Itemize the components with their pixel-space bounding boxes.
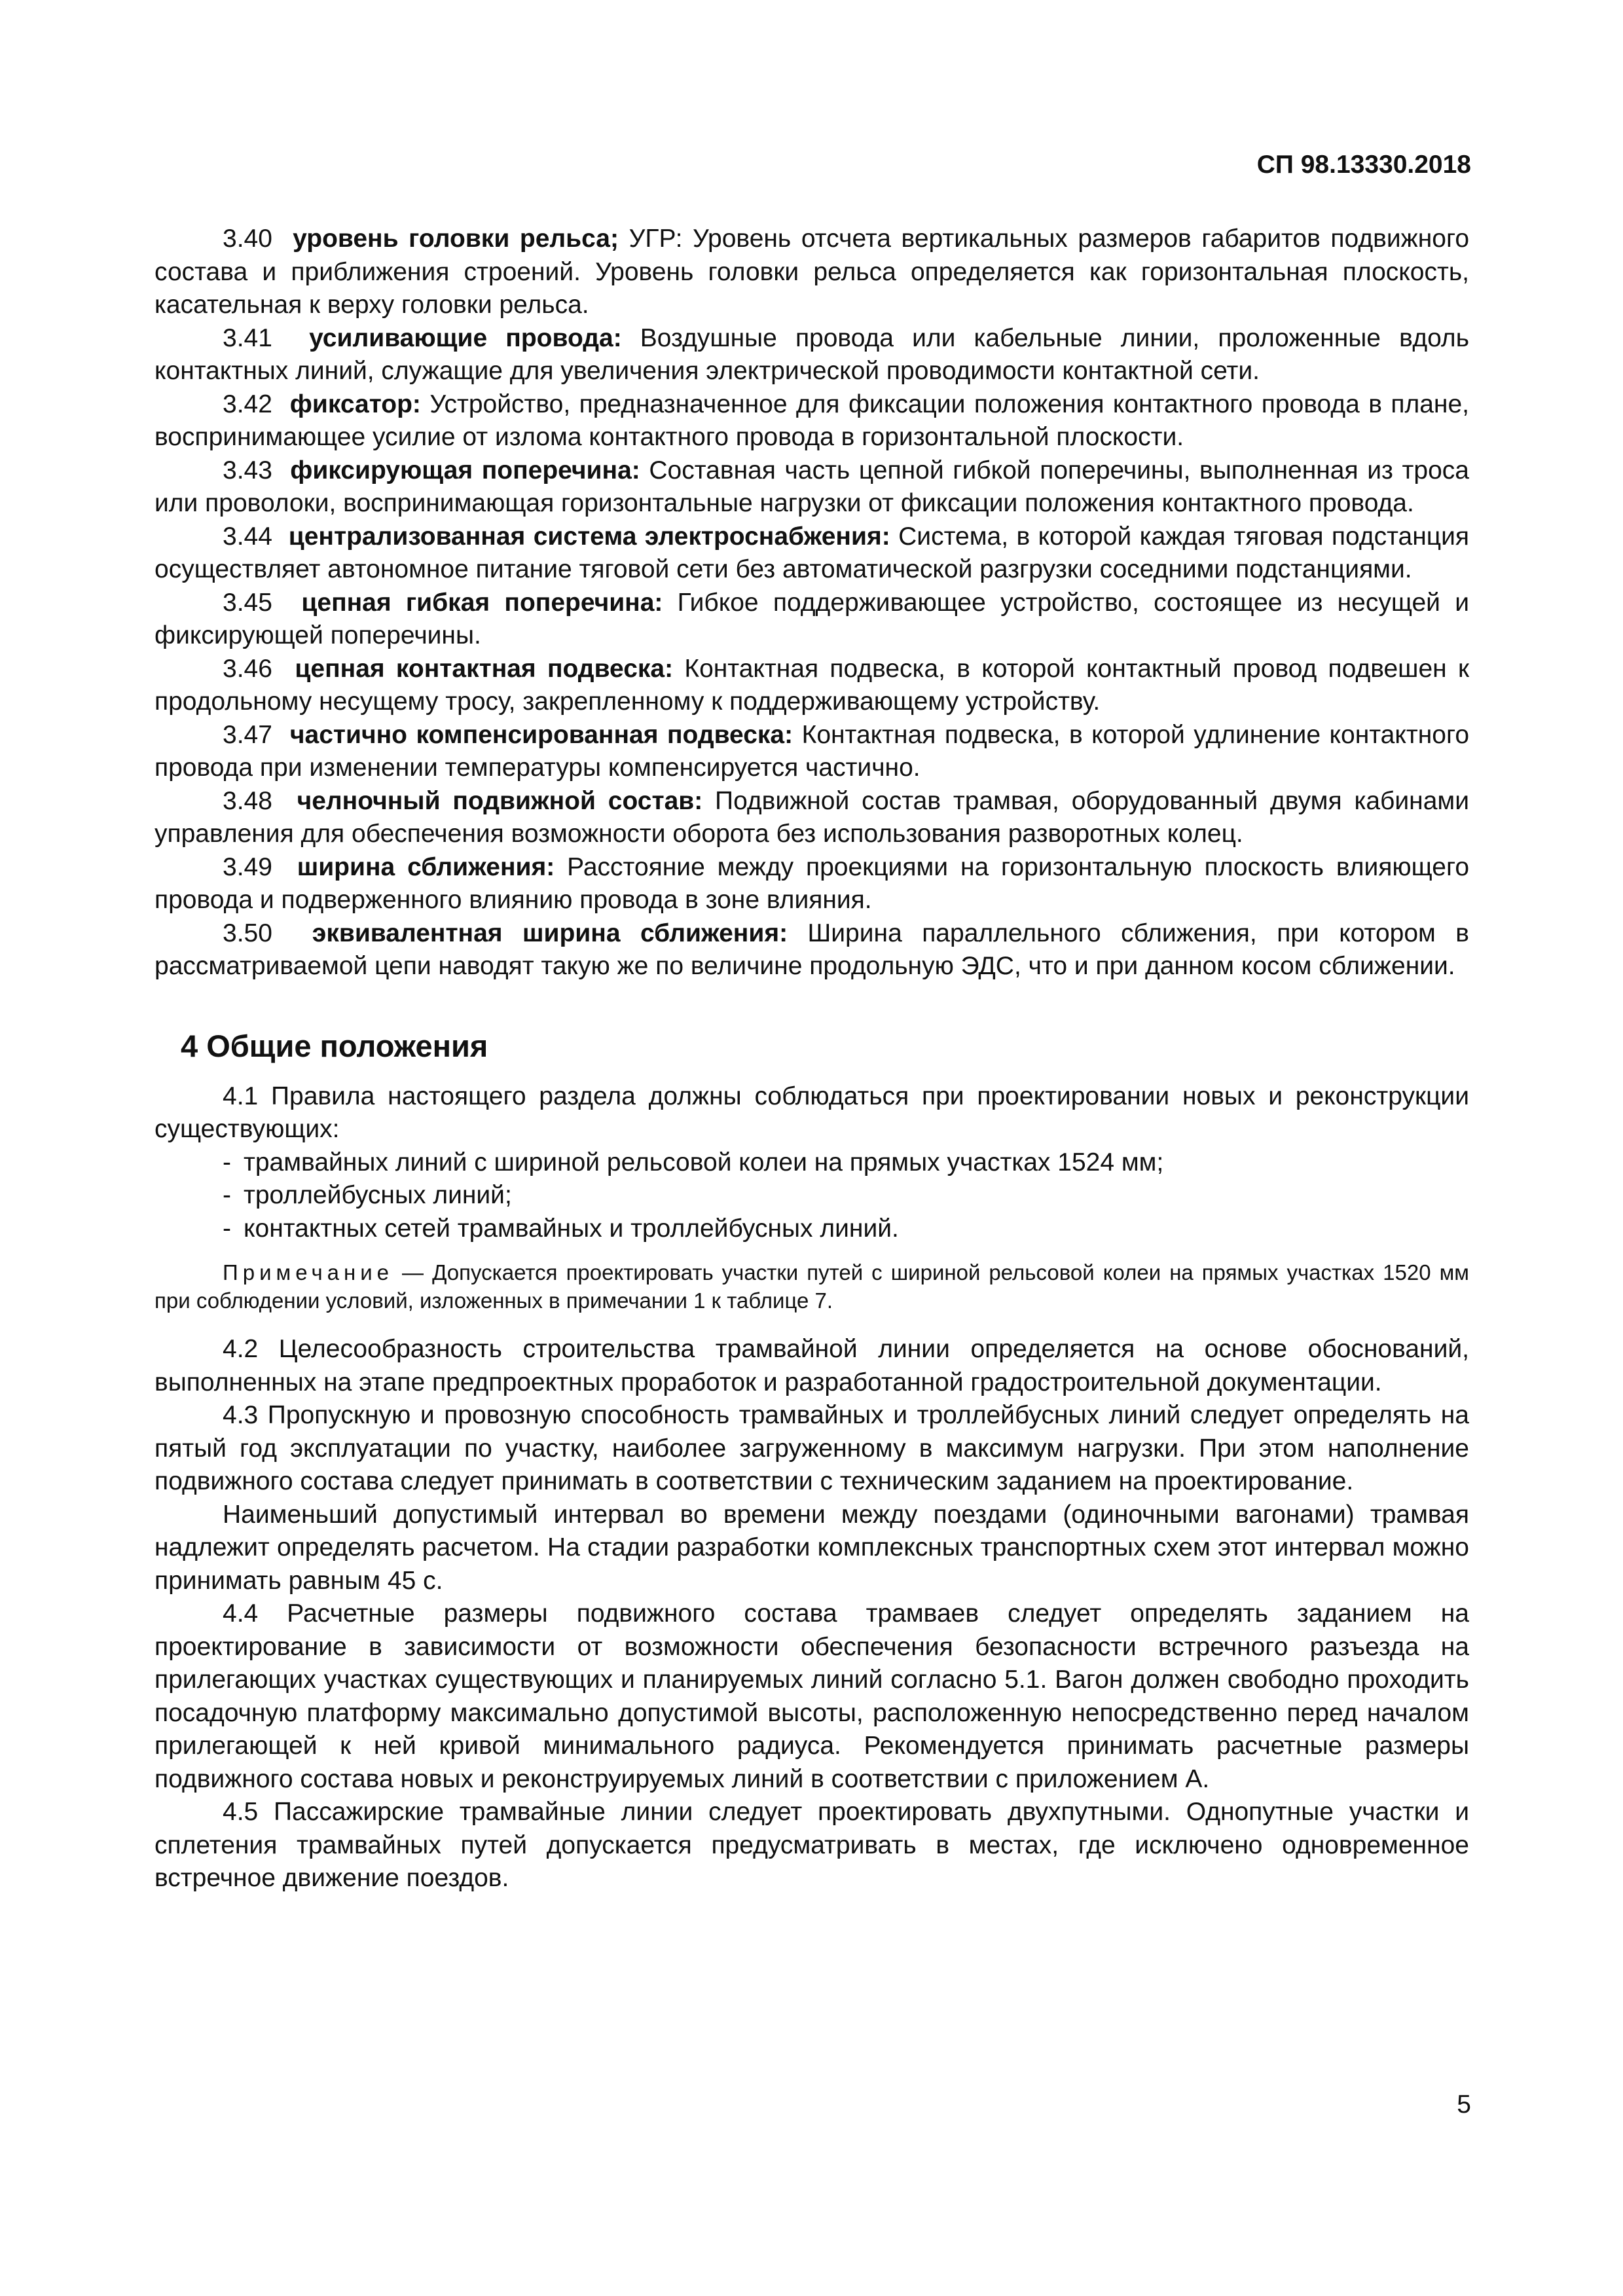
definition-number: 3.46 [223, 654, 272, 683]
note-text: — Допускается проектировать участки путей с шириной рельсовой колеи на прямых участках 1520 мм при соблюдении условий, изложенных в примечании 1 к таблице 7. [155, 1260, 1469, 1313]
definition-text: Система, в которой каждая тяговая подстанция осуществляет автономное питание тяговой сети без автоматической разгрузки соседними подстанциями. [155, 522, 1469, 583]
definition-text: Расстояние между проекциями на горизонтальную плоскость влияющего провода и подверженного влиянию провода в зоне влияния. [155, 852, 1470, 914]
definition-term: усиливающие провода: [309, 323, 622, 352]
paragraph-4-2: 4.2 Целесообразность строительства трамвайной линии определяется на основе обоснований, выполненных на этапе предпроектных проработок и разработанной градостроительной документации. [155, 1335, 1469, 1396]
definition-3-45 [155, 587, 1469, 653]
definition-term: частично компенсированная подвеска: [289, 720, 793, 749]
definition-number: 3.41 [223, 323, 272, 352]
definition-term: цепная гибкая поперечина: [301, 588, 663, 617]
paragraph-4-5: 4.5 Пассажирские трамвайные линии следует проектировать двухпутными. Однопутные участки и сплетения трамвайных путей допускается предусматривать в местах, где исключено одновременное встречное движение поездов. [155, 1798, 1469, 1892]
definition-number: 3.40 [223, 225, 272, 253]
definition-term: фиксирующая поперечина: [290, 456, 640, 484]
definition-text: Подвижной состав трамвая, оборудованный двумя кабинами управления для обеспечения возможности оборота без использования разворотных колец. [155, 786, 1469, 848]
definition-term: челночный подвижной состав: [297, 786, 703, 815]
definition-text: Воздушные провода или кабельные линии, проложенные вдоль контактных линий, служащие для увеличения электрической проводимости контактной сети. [155, 323, 1470, 385]
definition-3-42 [155, 388, 1469, 454]
paragraph-4-3-interval: Наименьший допустимый интервал во времени между поездами (одиночными вагонами) трамвая надлежит определять расчетом. На стадии разработки комплексных транспортных схем этот интервал можно принимать равным 45 с. [155, 1500, 1469, 1595]
list-item-text: контактных сетей трамвайных и троллейбусных линий. [244, 1214, 899, 1243]
page-content [155, 223, 1469, 1895]
note-label: Примечание [223, 1260, 394, 1285]
definition-3-40 [155, 223, 1469, 322]
definition-number: 3.49 [223, 852, 272, 881]
definition-term: ширина сближения: [297, 852, 555, 881]
paragraph-4-1: 4.1 Правила настоящего раздела должны соблюдаться при проектировании новых и реконструкции существующих: [155, 1082, 1469, 1143]
page-number: 5 [1457, 2090, 1471, 2119]
definition-3-43 [155, 454, 1469, 520]
definition-number: 3.44 [223, 522, 272, 551]
list-item-text: трамвайных линий с шириной рельсовой колеи на прямых участках 1524 мм; [244, 1148, 1164, 1176]
paragraph-4-3: 4.3 Пропускную и провозную способность трамвайных и троллейбусных линий следует определять на пятый год эксплуатации по участку, наиболее загруженному в максимум нагрузки. При этом наполнение подвижного состава следует принимать в соответствии с техническим заданием на проектирование. [155, 1401, 1469, 1495]
definition-number: 3.47 [223, 720, 272, 749]
definition-3-47 [155, 719, 1469, 785]
definition-number: 3.43 [223, 456, 272, 484]
definition-number: 3.45 [223, 588, 272, 617]
definition-term: уровень головки рельса; [293, 225, 619, 253]
definition-text: Устройство, предназначенное для фиксации положения контактного провода в плане, воспринимающее усилие от излома контактного провода в горизонтальной плоскости. [155, 390, 1469, 451]
list-item: - троллейбусных линий; [223, 1181, 512, 1209]
definition-3-41 [155, 322, 1469, 388]
definition-number: 3.50 [223, 919, 272, 947]
definition-3-50 [155, 917, 1469, 983]
definition-3-46 [155, 653, 1469, 719]
definition-text: Составная часть цепной гибкой поперечины, выполненная из троса или проволоки, воспринимающая горизонтальные нагрузки от фиксации положения контактного провода. [155, 456, 1469, 517]
definition-3-48 [155, 785, 1469, 851]
definition-text: Ширина параллельного сближения, при котором в рассматриваемой цепи наводят такую же по величине продольную ЭДС, что и при данном косом сближении. [155, 919, 1470, 980]
definition-text: Контактная подвеска, в которой контактный провод подвешен к продольному несущему тросу, закрепленному к поддерживающему устройству. [155, 654, 1470, 716]
definition-3-49 [155, 851, 1469, 917]
definition-text: УГР: Уровень отсчета вертикальных размеров габаритов подвижного состава и приближения строений. Уровень головки рельса определяется как горизонтальная плоскость, касательная к верху головки рельса. [155, 225, 1470, 319]
definition-3-44 [155, 520, 1469, 587]
scope-list [155, 1146, 1469, 1246]
definition-number: 3.48 [223, 786, 272, 815]
definition-number: 3.42 [223, 390, 272, 418]
definition-text: Контактная подвеска, в которой удлинение контактного провода при изменении температуры компенсируется частично. [155, 720, 1470, 782]
list-item: - контактных сетей трамвайных и троллейбусных линий. [223, 1214, 899, 1243]
definition-term: цепная контактная подвеска: [295, 654, 674, 683]
note [155, 1258, 1469, 1315]
definition-term: фиксатор: [289, 390, 421, 418]
paragraph-4-4: 4.4 Расчетные размеры подвижного состава трамваев следует определять заданием на проектирование в зависимости от возможности обеспечения безопасности встречного разъезда на прилегающих участках существующих и планируемых линий согласно 5.1. Вагон должен свободно проходить посадочную платформу максимально допустимой высоты, расположенную непосредственно перед началом прилегающей к ней кривой минимального радиуса. Рекомендуется принимать расчетные размеры подвижного состава новых и реконструируемых линий в соответствии с приложением А. [155, 1599, 1469, 1793]
list-item: - трамвайных линий с шириной рельсовой колеи на прямых участках 1524 мм; [223, 1148, 1164, 1176]
definition-text: Гибкое поддерживающее устройство, состоящее из несущей и фиксирующей поперечины. [155, 588, 1470, 649]
document-code: СП 98.13330.2018 [1256, 151, 1471, 179]
list-item-text: троллейбусных линий; [244, 1181, 512, 1209]
section-title: 4 Общие положения [181, 1028, 488, 1063]
definition-term: централизованная система электроснабжения: [288, 522, 890, 551]
definition-term: эквивалентная ширина сближения: [312, 919, 788, 947]
